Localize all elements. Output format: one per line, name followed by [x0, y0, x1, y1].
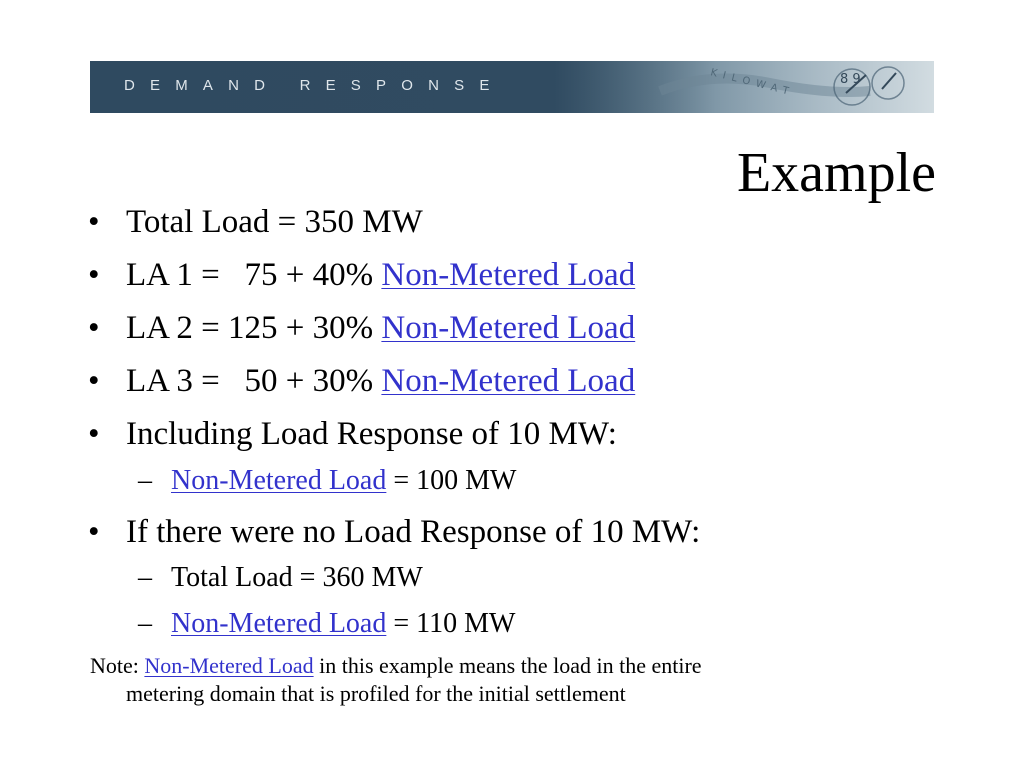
- non-metered-load-link[interactable]: Non-Metered Load: [381, 310, 636, 346]
- dash-bullet: –: [138, 608, 152, 639]
- dash-bullet: –: [138, 562, 152, 593]
- non-metered-load-link[interactable]: Non-Metered Load: [144, 653, 314, 678]
- non-metered-load-link[interactable]: Non-Metered Load: [381, 257, 636, 293]
- bullet-dot: •: [88, 363, 100, 399]
- meter-text: KILOWAT: [709, 67, 796, 99]
- bullet-text: LA 3 = 50 + 30% Non-Metered Load: [126, 363, 636, 399]
- bullet-dot: •: [88, 204, 100, 240]
- bullet-text: Including Load Response of 10 MW:: [126, 416, 617, 452]
- sub-bullet-text: Non-Metered Load = 100 MW: [171, 465, 517, 496]
- meter-digits: 8 9: [840, 72, 861, 87]
- header-banner: [90, 61, 934, 113]
- note-paragraph: [90, 652, 890, 708]
- note-text: in this example means the load in the entire: [313, 653, 702, 678]
- sub-bullet-text: Total Load = 360 MW: [171, 562, 423, 593]
- bullet-text: If there were no Load Response of 10 MW:: [126, 514, 701, 550]
- note-prefix: Note:: [90, 653, 145, 678]
- note-line-2: metering domain that is profiled for the initial settlement: [126, 681, 626, 706]
- bullet-text: LA 1 = 75 + 40% Non-Metered Load: [126, 257, 636, 293]
- bullet-dot: •: [88, 416, 100, 452]
- banner-label: DEMAND RESPONSE: [124, 77, 505, 94]
- dash-bullet: –: [138, 465, 152, 496]
- non-metered-load-link[interactable]: Non-Metered Load: [171, 465, 387, 496]
- bullet-text: LA 2 = 125 + 30% Non-Metered Load: [126, 310, 636, 346]
- bullet-dot: •: [88, 310, 100, 346]
- bullet-text: Total Load = 350 MW: [126, 204, 423, 240]
- slide-title: Example: [736, 142, 936, 204]
- kilowatt-meter-image: [570, 61, 934, 113]
- sub-bullet-text: Non-Metered Load = 110 MW: [171, 608, 516, 639]
- non-metered-load-link[interactable]: Non-Metered Load: [171, 608, 387, 639]
- non-metered-load-link[interactable]: Non-Metered Load: [381, 363, 636, 399]
- bullet-dot: •: [88, 514, 100, 550]
- bullet-dot: •: [88, 257, 100, 293]
